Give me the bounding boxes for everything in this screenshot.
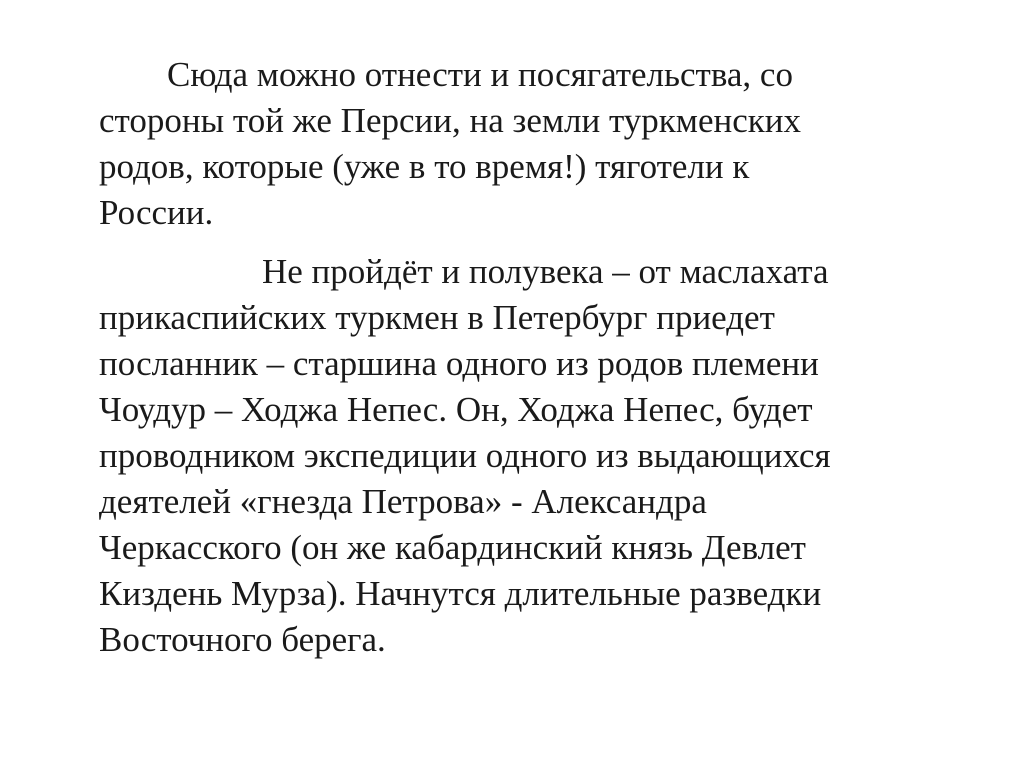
- text-line: Чоудур – Ходжа Непес. Он, Ходжа Непес, будет: [99, 390, 813, 429]
- slide-text-body: [99, 52, 939, 663]
- text-line: прикаспийских туркмен в Петербург приедет: [99, 298, 775, 337]
- text-line: проводником экспедиции одного из выдающихся: [99, 436, 831, 475]
- text-line: России.: [99, 193, 214, 232]
- text-line: посланник – старшина одного из родов племени: [99, 344, 819, 383]
- text-line: стороны той же Персии, на земли туркменских: [99, 101, 801, 140]
- paragraph-1: [99, 52, 939, 236]
- text-line: Восточного берега.: [99, 620, 386, 659]
- text-line: Киздень Мурза). Начнутся длительные разведки: [99, 574, 822, 613]
- text-line: Не пройдёт и полувека – от маслахата: [262, 252, 829, 291]
- text-line: родов, которые (уже в то время!) тяготели к: [99, 147, 750, 186]
- text-line: Сюда можно отнести и посягательства, со: [167, 55, 793, 94]
- text-line: Черкасского (он же кабардинский князь Девлет: [99, 528, 806, 567]
- paragraph-2: [99, 249, 939, 663]
- text-line: деятелей «гнезда Петрова» - Александра: [99, 482, 707, 521]
